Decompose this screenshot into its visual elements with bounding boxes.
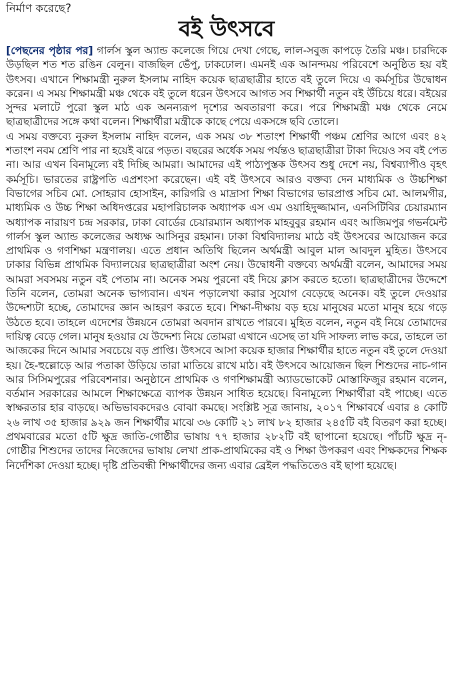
paragraph-text: এ সময় বক্তব্যে নুরুল ইসলাম নাহিদ বলেন, এক সময় ৩৮ শতাংশ শিক্ষার্থী পঞ্চম শ্রেণির আগে এবং ৪২ শতাংশ নবম শ্রেণি পার না হয়েই ঝরে পড়ত। বছরের অর্ধেক সময় পর্যন্তও ছাত্রছাত্রীরা টাকা দিয়েও সব বই পেত না। আর এখন বিনামূল্যে বই দিচ্ছি আমরা। আমাদের এই পাঠ্যপুস্তক উৎসব শুধু দেশে নয়, বিশ্বব্যাপীও বৃহৎ কর্মসূচি। ভারতের রাষ্ট্রপতি এপ্রশংসা করেছেন। এই বই উৎসবে আরও বক্তব্য দেন মাধ্যমিক ও উচ্চশিক্ষা বিভাগের সচিব মো. সোহরাব হোসাইন, কারিগরি ও মাদ্রাসা শিক্ষা বিভাগের ভারপ্রাপ্ত সচিব মো. আলমগীর, মাধ্যমিক ও উচ্চ শিক্ষা অধিদপ্তরের মহাপরিচালক অধ্যাপক এস এম ওয়াহিদুজ্জামান, এনসিটিবির চেয়ারম্যান অধ্যাপক নারায়ণ চন্দ্র সরকার, ঢাকা বোর্ডের চেয়ারম্যান অধ্যাপক মাহবুবুর রহমান এবং আজিমপুর গভর্নমেন্ট গার্লস স্কুল অ্যান্ড কলেজের অধ্যক্ষ আসিনুর রহমান। ঢাকা বিশ্ববিদ্যালয় মাঠে বই উৎসবের আয়োজন করে প্রাথমিক ও গণশিক্ষা মন্ত্রণালয়। এতে প্রধান অতিথি ছিলেন অর্থমন্ত্রী আবুল মাল আবদুল মুহিত। উৎসবে ঢাকার বিভিন্ন প্রাথমিক বিদ্যালয়ের ছাত্রছাত্রীরা অংশ নেয়। উদ্বোধনী বক্তব্যে অর্থমন্ত্রী বলেন, আমাদের সময় আমরা সবসময় নতুন বই পেতাম না। অনেক সময় পুরনো বই দিয়ে ক্লাস করতে হতো। ছাত্রছাত্রীদের উদ্দেশে তিনি বলেন, তোমরা অনেক ভাগ্যবান। এখন পড়ালেখা করার সুযোগ বেড়েছে অনেক। বই তুলে দেওয়ার উদ্দেশ্যটা হচ্ছে, তোমাদের জ্ঞান আহরণ করতে হবে। শিক্ষা-দীক্ষায় বড় হয়ে মানুষের মতো মানুষ হয়ে গড়ে উঠতে হবে। তাহলে এদেশের উন্নয়নে তোমরা অবদান রাখতে পারবে। মুহিত বলেন, নতুন বই নিয়ে তোমাদের দায়িত্ব বেড়ে গেল। মানুষ হওয়ার যে উদ্দেশ্য নিয়ে তোমরা এখানে এসেছ তা যদি সাফল্য লাভ করে, তাহলে তা আজকের দিনে আমার সবচেয়ে বড় প্রাপ্তি। উৎসবে আসা কয়েক হাজার শিক্ষার্থীর হাতে নতুন বই তুলে দেওয়া হয়। হৈ-হুল্লোড়ে আর পতাকা উড়িয়ে তারা মাতিয়ে রাখে মাঠ। বই উৎসবে আয়োজন ছিল শিশুদের নাচ-গান আর সিসিমপুরের পরিবেশনার। অনুষ্ঠানে প্রাথমিক ও গণশিক্ষামন্ত্রী অ্যাডভোকেট মোস্তাফিজুর রহমান বলেন, বর্তমান সরকারের আমলে শিক্ষাক্ষেত্রে ব্যাপক উন্নয়ন সাধিত হয়েছে। বিনামূল্যে শিক্ষার্থীরা বই পাচ্ছে। এতে স্বাক্ষরতার হার বাড়ছে। অভিভাবকদেরও বোঝা কমছে। সংশ্লিষ্ট সূত্র জানায়, ২০১৭ শিক্ষাবর্ষে এবার ৪ কোটি ২৬ লাখ ৩৫ হাজার ৯২৯ জন শিক্ষার্থীর মাঝে ৩৬ কোটি ২১ লাখ ৮২ হাজার ২৪৫টি বই বিতরণ করা হচ্ছে। প্রথমবারের মতো ৫টি ক্ষুদ্র জাতি-গোষ্ঠীর ভাষায় ৭৭ হাজার ২৮২টি বই ছাপানো হয়েছে। পাঁচটি ক্ষুদ্র নৃ-গোষ্ঠীর শিশুদের তাদের নিজেদের ভাষায় লেখা প্রাক-প্রাথমিকের বই ও শিক্ষা উপকরণ এবং শিক্ষকদের শিক্ষক নির্দেশিকা দেওয়া হচ্ছে। দৃষ্টি প্রতিবন্ধী শিক্ষার্থীদের জন্য এবার ব্রেইল পদ্ধতিতেও বই ছাপা হয়েছে। <box>6 130 447 472</box>
article-headline: বই উৎসবে <box>178 17 275 42</box>
article-paragraph-1 <box>6 44 447 130</box>
continued-from-previous-page-label: [পেছনের পৃষ্ঠার পর] <box>6 45 94 57</box>
article-paragraph-2 <box>6 130 447 473</box>
paragraph-text: গার্লস স্কুল অ্যান্ড কলেজে গিয়ে দেখা গেছে, লাল-সবুজ কাপড়ে তৈরি মঞ্চ। চারদিকে উড়ছিল শত শত রঙিন বেলুন। বাজছিল ভেঁপু, ঢাকঢোল। এমনই এক আনন্দময় পরিবেশে অনুষ্ঠিত হয় বই উৎসব। এখানে শিক্ষামন্ত্রী নুরুল ইসলাম নাহিদ কয়েক ছাত্রছাত্রীর হাতে বই তুলে দিয়ে এ কর্মসূচির উদ্বোধন করেন। এ সময় শিক্ষামন্ত্রী মঞ্চ থেকে বই তুলে ধরেন উৎসবে আগত সব শিক্ষার্থী নতুন বই উঁচিয়ে ধরে। বইয়ের সুন্দর মলাটে পুরো স্কুল মাঠ এক অনন্যরূপ দৃশ্যের অবতারণা করে। পরে শিক্ষামন্ত্রী মঞ্চ থেকে নেমে ছাত্রছাত্রীদের সঙ্গে কথা বলেন। শিক্ষার্থীরা মন্ত্রীকে কাছে পেয়ে একসঙ্গে ছবি তোলে। <box>6 45 447 129</box>
previous-article-fragment: নির্মাণ করেছে? <box>6 2 72 15</box>
article-body <box>6 44 447 473</box>
